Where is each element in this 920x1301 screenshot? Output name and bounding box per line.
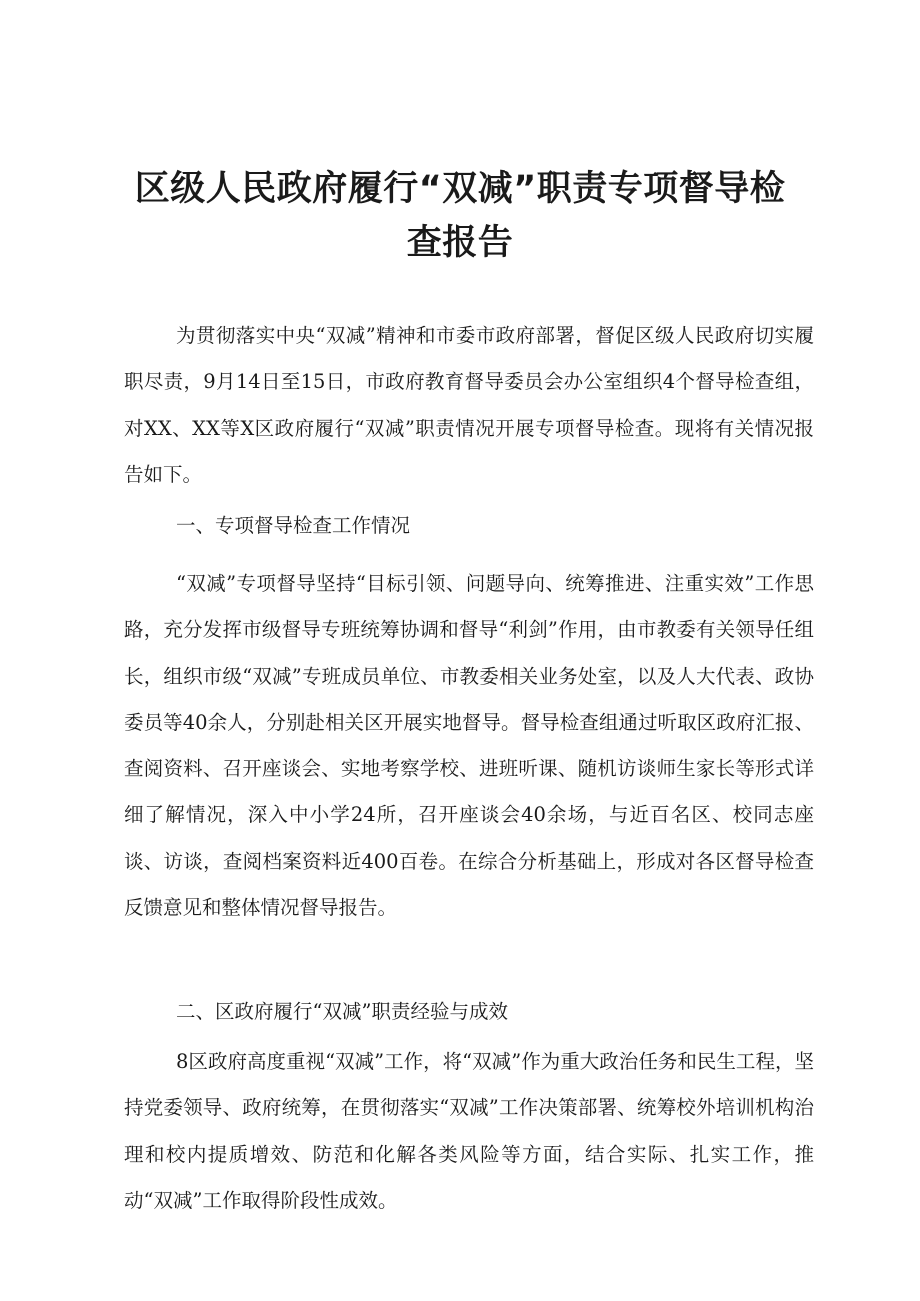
intro-paragraph: 为贯彻落实中央“双减”精神和市委市政府部署，督促区级人民政府切实履职尽责，9月14日至15日，市政府教育督导委员会办公室组织4个督导检查组，对XX、XX等X区政府履行“双减”职责情况开展专项督导检查。现将有关情况报告如下。: [124, 324, 814, 486]
section-heading-2: 二、区政府履行“双减”职责经验与成效: [176, 1000, 508, 1023]
section-1-paragraph: “双减”专项督导坚持“目标引领、问题导向、统筹推进、注重实效”工作思路，充分发挥市级督导专班统筹协调和督导“利剑”作用，由市教委有关领导任组长，组织市级“双减”专班成员单位、市教委相关业务处室，以及人大代表、政协委员等40余人，分别赴相关区开展实地督导。督导检查组通过听取区政府汇报、查阅资料、召开座谈会、实地考察学校、进班听课、随机访谈师生家长等形式详细了解情况，深入中小学24所，召开座谈会40余场，与近百名区、校同志座谈、访谈，查阅档案资料近400百卷。在综合分析基础上，形成对各区督导检查反馈意见和整体情况督导报告。: [124, 572, 814, 920]
document-title-line-1: 区级人民政府履行“双减”职责专项督导检: [134, 169, 786, 209]
section-heading-1: 一、专项督导检查工作情况: [176, 514, 411, 537]
document-title-line-2: 查报告: [406, 223, 514, 263]
section-2-paragraph: 8区政府高度重视“双减”工作，将“双减”作为重大政治任务和民生工程，坚持党委领导、政府统筹，在贯彻落实“双减”工作决策部署、统筹校外培训机构治理和校内提质增效、防范和化解各类风险等方面，结合实际、扎实工作，推动“双减”工作取得阶段性成效。: [124, 1050, 814, 1212]
